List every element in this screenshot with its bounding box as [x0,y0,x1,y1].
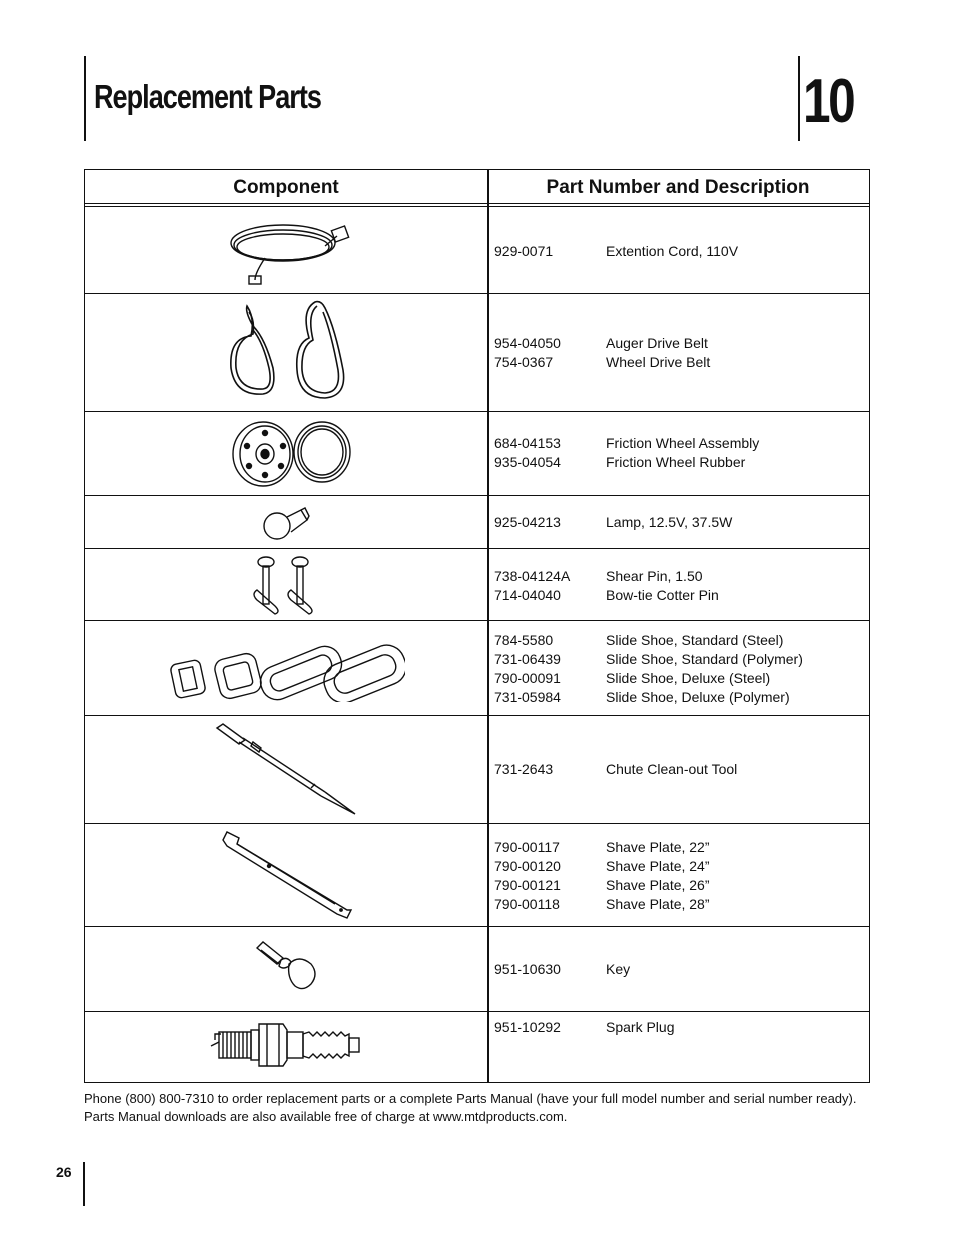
row-divider [85,1011,869,1012]
part-line [494,567,719,586]
column-header-component: Component [233,176,339,198]
part-list [494,1018,674,1037]
row-divider [85,548,869,549]
part-line [494,688,803,707]
part-number: 790-00120 [494,858,561,874]
chapter-rule [798,56,800,141]
row-divider [85,926,869,927]
part-description: Friction Wheel Rubber [606,454,746,470]
part-number: 731-06439 [494,651,561,667]
part-line [494,876,710,895]
part-line [494,631,803,650]
part-number: 925-04213 [494,514,561,530]
part-number: 684-04153 [494,435,561,451]
part-number: 929-0071 [494,243,554,259]
part-description: Slide Shoe, Deluxe (Steel) [606,670,771,686]
column-divider [487,170,489,1082]
part-number: 714-04040 [494,587,561,603]
part-description: Wheel Drive Belt [606,354,711,370]
part-description: Shave Plate, 22” [606,839,710,855]
row-divider [85,715,869,716]
part-list [494,567,719,605]
part-line [494,513,732,532]
part-list [494,631,803,707]
footer-line: Phone (800) 800-7310 to order replacement parts or a complete Parts Manual (have your full model number and serial number ready). [84,1091,857,1106]
part-description: Key [606,961,631,977]
part-list [494,242,738,261]
part-description: Shear Pin, 1.50 [606,568,703,584]
shear-pin-icon [249,554,329,616]
slide-shoe-icon [169,636,405,702]
part-number: 754-0367 [494,354,554,370]
friction-wheel-icon [225,418,355,490]
part-number: 738-04124A [494,568,571,584]
spark-plug-icon [209,1020,369,1070]
part-line [494,453,759,472]
part-line [494,1018,674,1037]
row-divider [85,823,869,824]
part-number: 790-00117 [494,839,560,855]
key-icon [253,938,323,998]
header-divider [85,203,869,207]
part-line [494,586,719,605]
part-description: Slide Shoe, Deluxe (Polymer) [606,689,790,705]
page-title: Replacement Parts [94,78,321,115]
part-description: Friction Wheel Assembly [606,435,760,451]
part-description: Bow-tie Cotter Pin [606,587,719,603]
part-number: 790-00118 [494,896,560,912]
part-number: 731-2643 [494,761,554,777]
drive-belts-icon [225,298,355,406]
part-number: 954-04050 [494,335,561,351]
row-divider [85,620,869,621]
part-line [494,353,710,372]
shave-plate-icon [219,830,355,922]
part-number: 951-10292 [494,1019,561,1035]
part-list [494,838,710,914]
part-description: Shave Plate, 24” [606,858,710,874]
row-divider [85,293,869,294]
part-line [494,838,710,857]
part-description: Shave Plate, 26” [606,877,710,893]
footer-note [84,1090,884,1125]
part-line [494,760,737,779]
footer-line: Parts Manual downloads are also available free of charge at www.mtdproducts.com. [84,1108,568,1124]
extension-cord-icon [225,218,355,288]
part-line [494,895,710,914]
part-description: Slide Shoe, Standard (Polymer) [606,651,803,667]
part-list [494,513,732,532]
part-list [494,760,737,779]
part-number: 790-00121 [494,877,561,893]
column-header-part: Part Number and Description [546,176,810,198]
page-number-rule [83,1162,85,1206]
part-list [494,960,630,979]
part-number: 790-00091 [494,670,561,686]
part-description: Chute Clean-out Tool [606,761,738,777]
part-line [494,960,630,979]
part-number: 731-05984 [494,689,561,705]
part-line [494,434,759,453]
part-description: Lamp, 12.5V, 37.5W [606,514,733,530]
part-number: 935-04054 [494,454,561,470]
part-line [494,857,710,876]
part-number: 951-10630 [494,961,561,977]
part-list [494,334,710,372]
part-list [494,434,759,472]
part-line [494,650,803,669]
title-rule [84,56,86,141]
part-description: Auger Drive Belt [606,335,708,351]
page-number: 26 [56,1164,72,1180]
parts-table [84,169,870,1083]
part-line [494,334,710,353]
clean-out-tool-icon [211,722,363,818]
part-description: Slide Shoe, Standard (Steel) [606,632,784,648]
part-description: Extention Cord, 110V [606,243,739,259]
chapter-number: 10 [803,67,854,136]
row-divider [85,411,869,412]
part-description: Spark Plug [606,1019,675,1035]
part-number: 784-5580 [494,632,554,648]
part-line [494,242,738,261]
row-divider [85,495,869,496]
part-description: Shave Plate, 28” [606,896,710,912]
part-line [494,669,803,688]
lamp-bulb-icon [261,504,313,544]
